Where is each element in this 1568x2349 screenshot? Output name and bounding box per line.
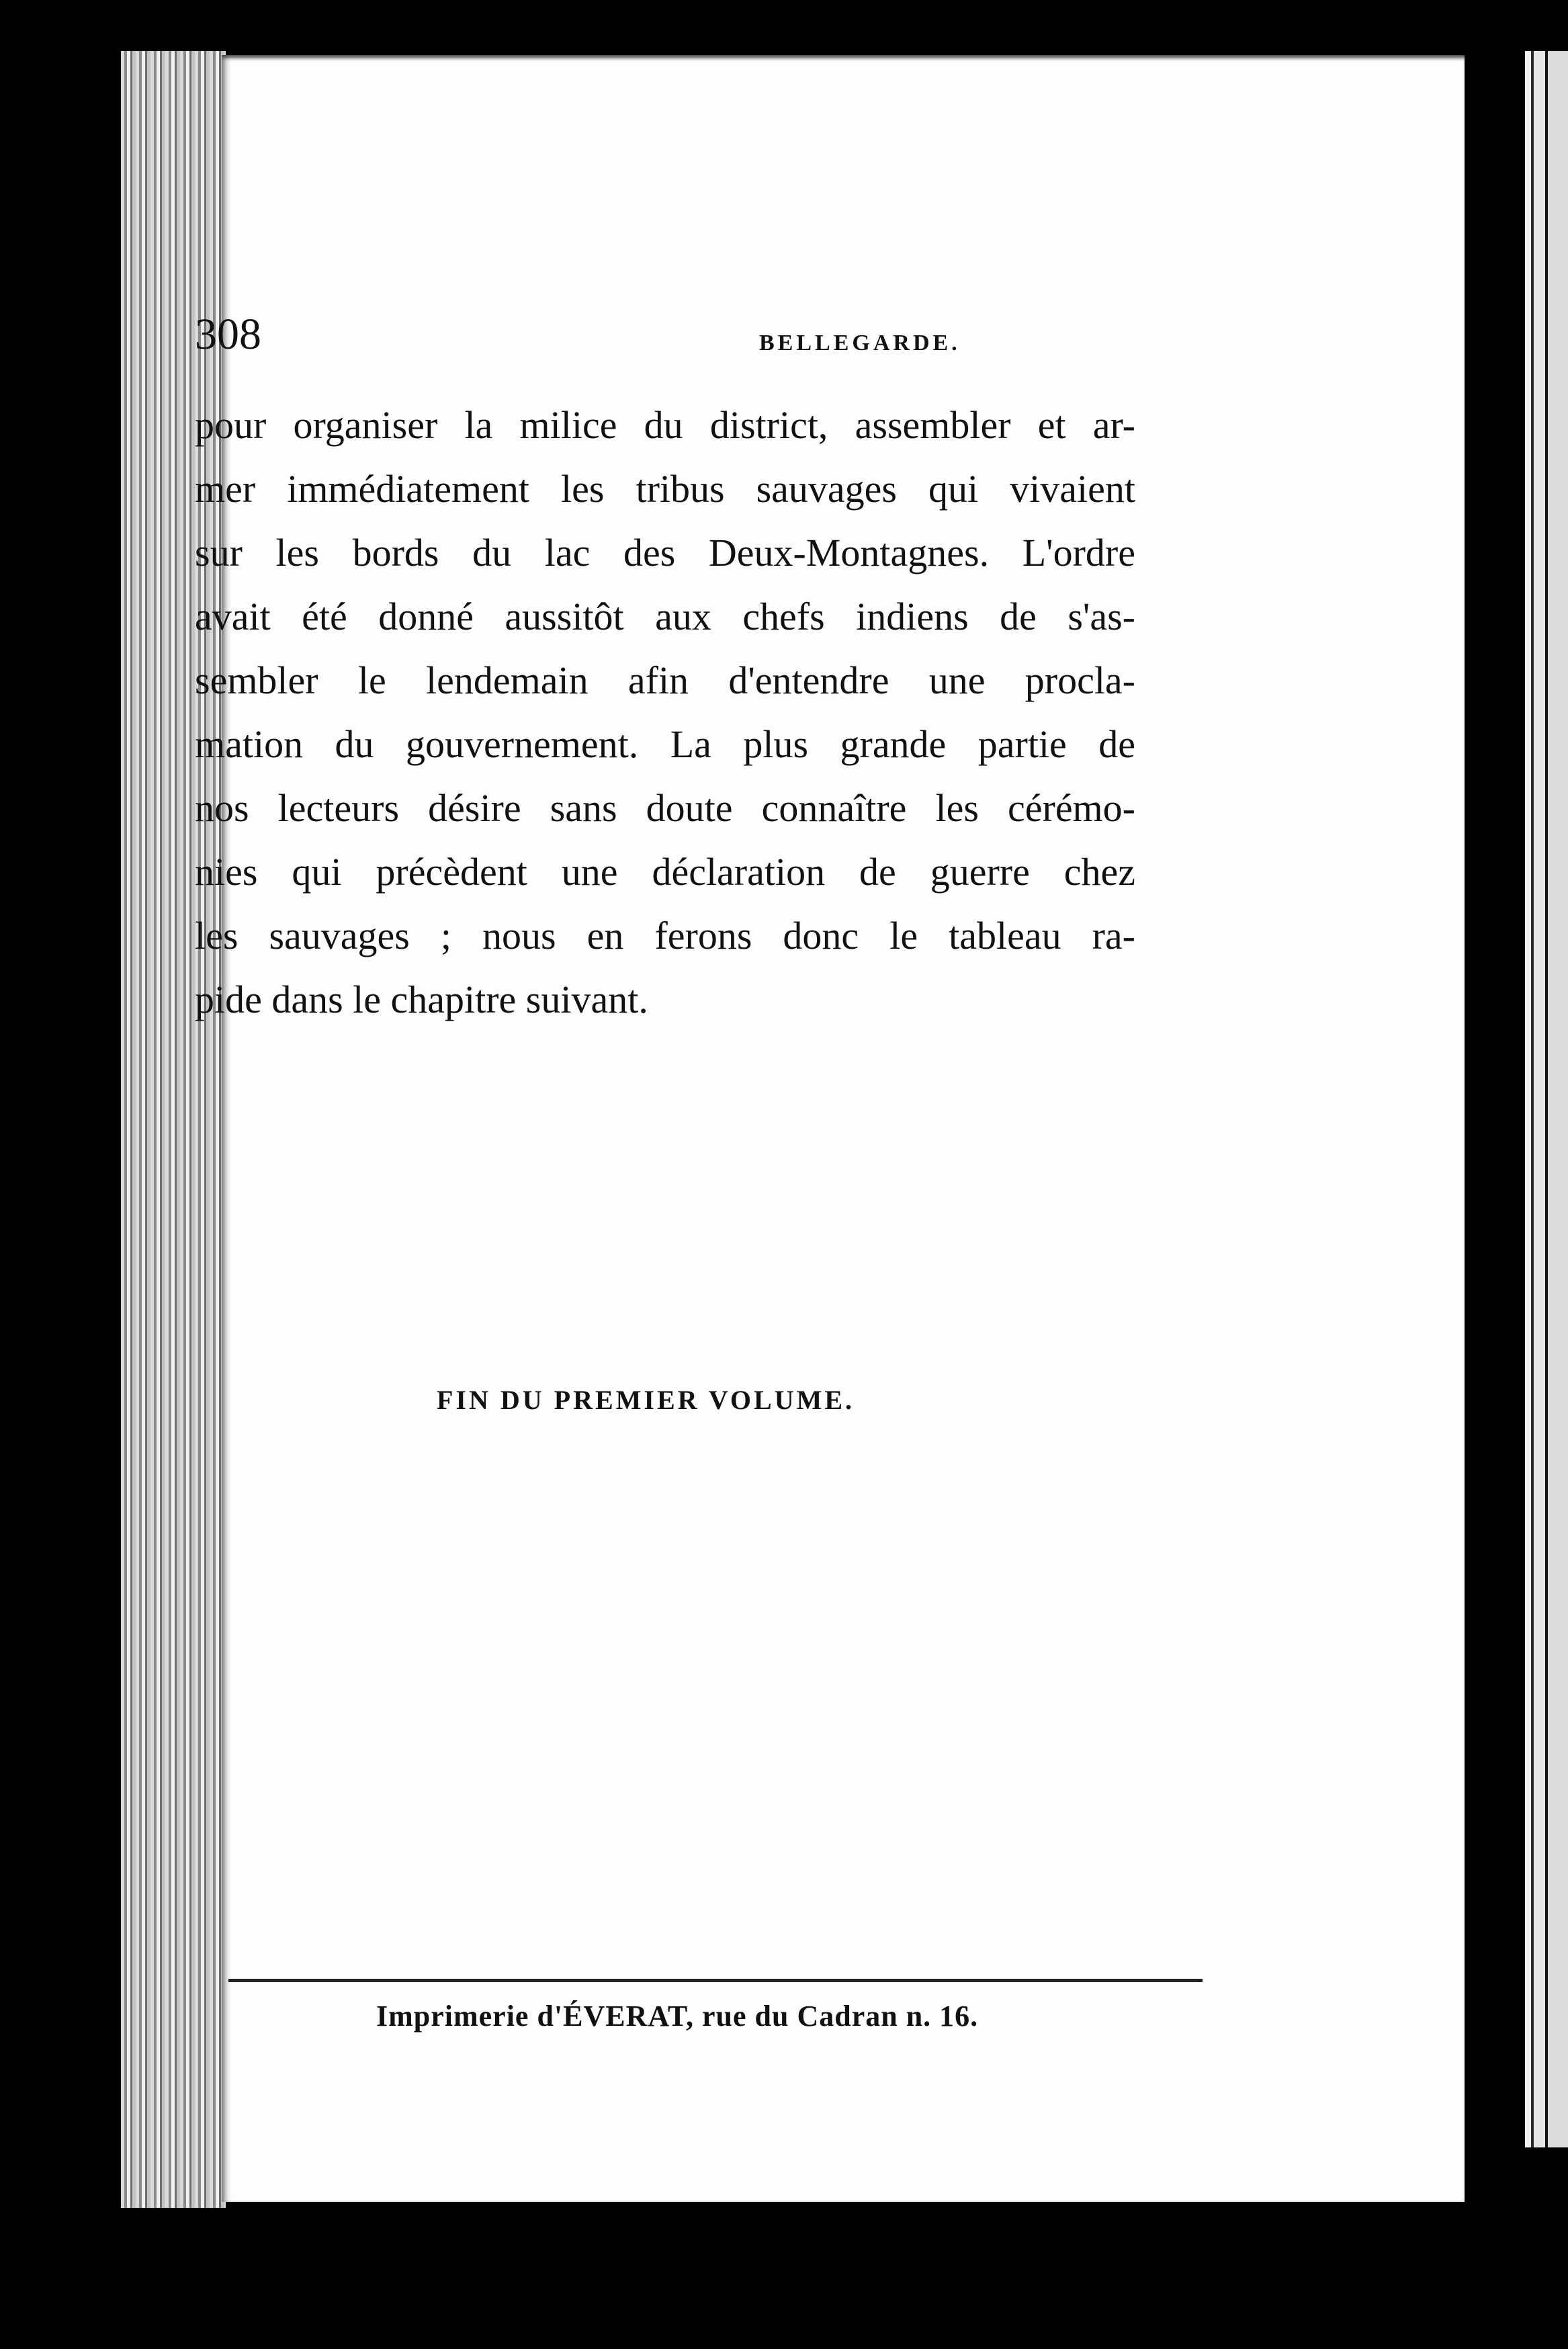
text-line: nos lecteurs désire sans doute connaître les cérémo- bbox=[195, 786, 1135, 830]
facing-page-edge bbox=[1525, 51, 1568, 2147]
footer-rule bbox=[228, 1979, 1203, 1982]
printer-imprint: Imprimerie d'ÉVERAT, rue du Cadran n. 16. bbox=[376, 2000, 979, 2033]
end-of-volume-title: FIN DU PREMIER VOLUME. bbox=[437, 1385, 855, 1415]
text-line: pour organiser la milice du district, assembler et ar- bbox=[195, 403, 1135, 447]
text-line: mation du gouvernement. La plus grande partie de bbox=[195, 722, 1135, 766]
body-text bbox=[195, 393, 1135, 1031]
text-line: nies qui précèdent une déclaration de guerre chez bbox=[195, 850, 1135, 894]
running-title: BELLEGARDE. bbox=[759, 331, 961, 355]
text-line: sembler le lendemain afin d'entendre une procla- bbox=[195, 658, 1135, 702]
text-line: les sauvages ; nous en ferons donc le tableau ra- bbox=[195, 914, 1135, 957]
book-page-edges bbox=[121, 51, 226, 2208]
text-line: mer immédiatement les tribus sauvages qui vivaient bbox=[195, 467, 1135, 511]
text-line: avait été donné aussitôt aux chefs indiens de s'as- bbox=[195, 595, 1135, 638]
page-header bbox=[195, 269, 1061, 370]
text-line: sur les bords du lac des Deux-Montagnes. L'ordre bbox=[195, 531, 1135, 574]
book-page bbox=[222, 55, 1465, 2202]
text-line: pide dans le chapitre suivant. bbox=[195, 978, 648, 1021]
page-number: 308 bbox=[195, 310, 261, 359]
